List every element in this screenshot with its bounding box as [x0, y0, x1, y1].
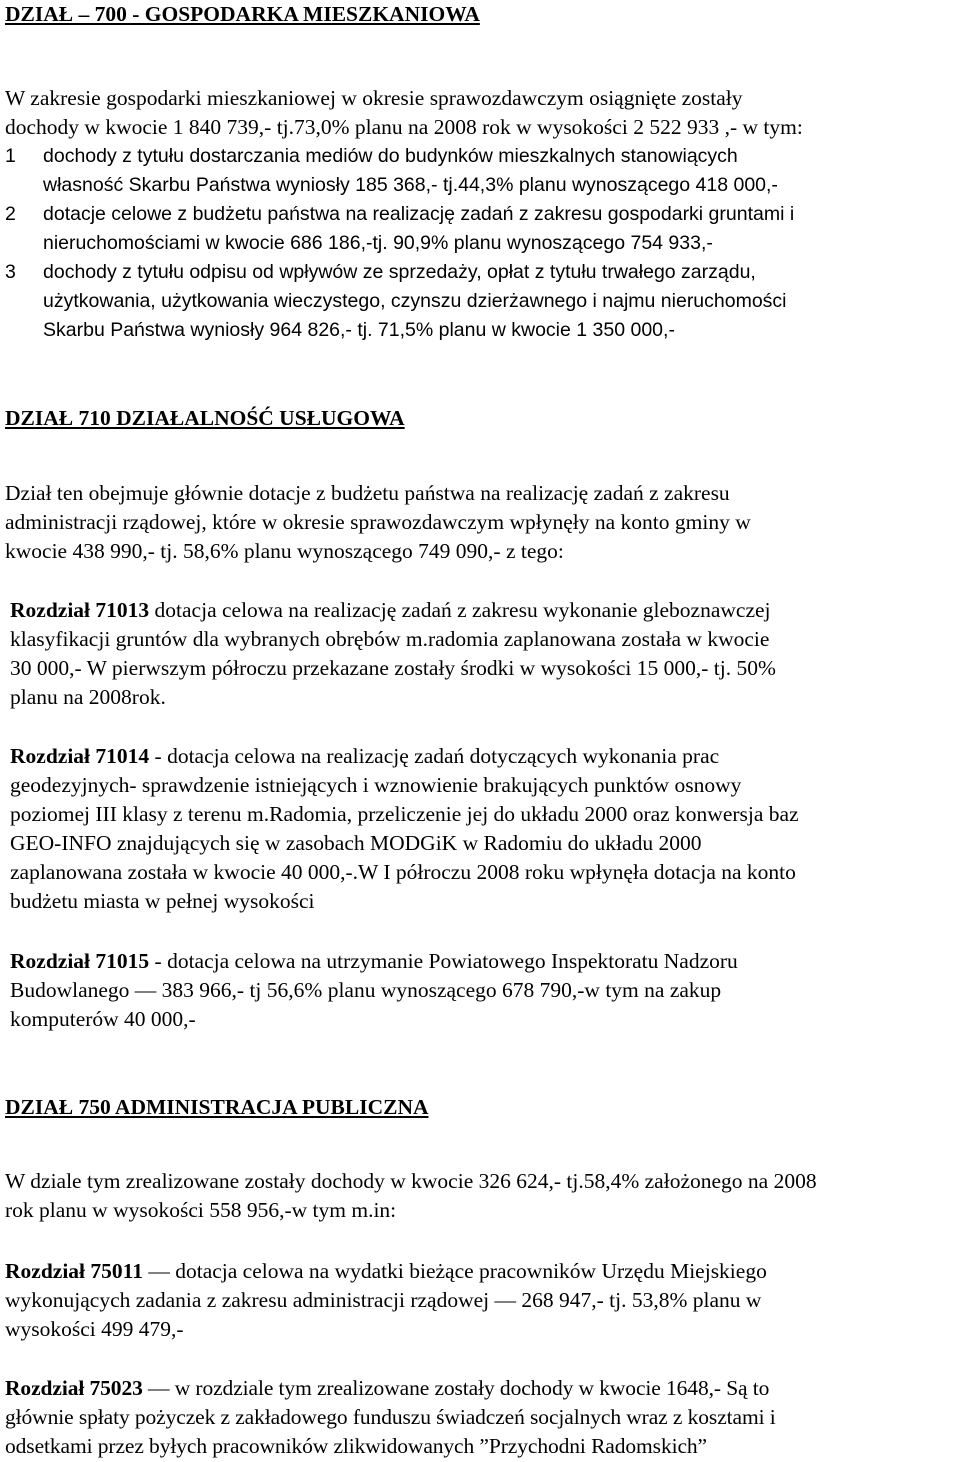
text-line: — dotacja celowa na wydatki bieżące pracowników Urzędu Miejskiego	[142, 1259, 767, 1283]
text-line: klasyfikacji gruntów dla wybranych obrębów m.radomia zaplanowana została w kwocie	[10, 627, 770, 651]
text-line: W dziale tym zrealizowane zostały dochody w kwocie 326 624,- tj.58,4% założonego na 2008	[5, 1169, 817, 1193]
section-heading-700: DZIAŁ – 700 - GOSPODARKA MIESZKANIOWA	[5, 2, 480, 26]
text-line: odsetkami przez byłych pracowników zlikwidowanych ”Przychodni Radomskich”	[5, 1434, 708, 1458]
text-line: dochody w kwocie 1 840 739,- tj.73,0% planu na 2008 rok w wysokości 2 522 933 ,- w tym:	[5, 115, 803, 139]
text-line: administracji rządowej, które w okresie sprawozdawczym wpłynęły na konto gminy w	[5, 510, 751, 534]
text-line: wykonujących zadania z zakresu administracji rządowej — 268 947,- tj. 53,8% planu w	[5, 1288, 762, 1312]
text-line: GEO-INFO znajdujących się w zasobach MODGiK w Radomiu do układu 2000	[10, 831, 702, 855]
rozdzial-label: Rozdział 75011	[5, 1259, 143, 1283]
section-700-intro	[5, 84, 956, 142]
rozdzial-75011	[5, 1257, 956, 1344]
list-item	[5, 142, 956, 200]
text-line: dochody z tytułu odpisu od wpływów ze sprzedaży, opłat z tytułu trwałego zarządu,	[43, 261, 756, 283]
text-line: dotacja celowa na realizację zadań z zakresu wykonanie gleboznawczej	[149, 598, 771, 622]
rozdzial-label: Rozdział 75023	[5, 1376, 143, 1400]
text-line: - dotacja celowa na realizację zadań dotyczących wykonania prac	[149, 744, 720, 768]
rozdzial-71015	[10, 947, 956, 1034]
rozdzial-label: Rozdział 71013	[10, 598, 150, 622]
text-line: dochody z tytułu dostarczania mediów do budynków mieszkalnych stanowiących	[43, 145, 738, 167]
text-line: dotacje celowe z budżetu państwa na realizację zadań z zakresu gospodarki gruntami i	[43, 203, 795, 225]
section-710-intro	[5, 479, 956, 566]
text-line: użytkowania, użytkowania wieczystego, czynszu dzierżawnego i najmu nieruchomości	[43, 290, 787, 312]
text-line: poziomej III klasy z terenu m.Radomia, przeliczenie jej do układu 2000 oraz konwersja baz	[10, 802, 799, 826]
rozdzial-label: Rozdział 71014	[10, 744, 150, 768]
list-item	[5, 258, 956, 345]
text-line: geodezyjnych- sprawdzenie istniejących i wznowienie brakujących punktów osnowy	[10, 773, 742, 797]
rozdzial-71014	[10, 742, 956, 916]
rozdzial-label: Rozdział 71015	[10, 949, 150, 973]
section-heading-750: DZIAŁ 750 ADMINISTRACJA PUBLICZNA	[5, 1095, 429, 1119]
section-750-intro	[5, 1167, 956, 1225]
text-line: — w rozdziale tym zrealizowane zostały dochody w kwocie 1648,- Są to	[142, 1376, 770, 1400]
rozdzial-71013	[10, 596, 956, 712]
list-number: 3	[5, 261, 16, 283]
text-line: głównie spłaty pożyczek z zakładowego funduszu świadczeń socjalnych wraz z kosztami i	[5, 1405, 776, 1429]
text-line: Budowlanego — 383 966,- tj 56,6% planu wynoszącego 678 790,-w tym na zakup	[10, 978, 722, 1002]
text-line: W zakresie gospodarki mieszkaniowej w okresie sprawozdawczym osiągnięte zostały	[5, 86, 743, 110]
text-line: nieruchomościami w kwocie 686 186,-tj. 90,9% planu wynoszącego 754 933,-	[43, 232, 713, 254]
list-number: 2	[5, 203, 16, 225]
rozdzial-75023	[5, 1374, 956, 1461]
text-line: budżetu miasta w pełnej wysokości	[10, 889, 315, 913]
text-line: planu na 2008rok.	[10, 685, 166, 709]
section-700-list	[5, 142, 956, 345]
section-heading-710: DZIAŁ 710 DZIAŁALNOŚĆ USŁUGOWA	[5, 406, 405, 430]
text-line: Dział ten obejmuje głównie dotacje z budżetu państwa na realizację zadań z zakresu	[5, 481, 730, 505]
text-line: rok planu w wysokości 558 956,-w tym m.in:	[5, 1198, 397, 1222]
list-item	[5, 200, 956, 258]
text-line: Skarbu Państwa wyniosły 964 826,- tj. 71,5% planu w kwocie 1 350 000,-	[43, 319, 675, 341]
text-line: kwocie 438 990,- tj. 58,6% planu wynoszącego 749 090,- z tego:	[5, 539, 564, 563]
text-line: komputerów 40 000,-	[10, 1007, 196, 1031]
text-line: własność Skarbu Państwa wyniosły 185 368,- tj.44,3% planu wynoszącego 418 000,-	[43, 174, 778, 196]
text-line: - dotacja celowa na utrzymanie Powiatowego Inspektoratu Nadzoru	[149, 949, 738, 973]
text-line: 30 000,- W pierwszym półroczu przekazane zostały środki w wysokości 15 000,- tj. 50%	[10, 656, 776, 680]
text-line: zaplanowana została w kwocie 40 000,-.W I półroczu 2008 roku wpłynęła dotacja na konto	[10, 860, 796, 884]
list-number: 1	[5, 145, 16, 167]
text-line: wysokości 499 479,-	[5, 1317, 184, 1341]
